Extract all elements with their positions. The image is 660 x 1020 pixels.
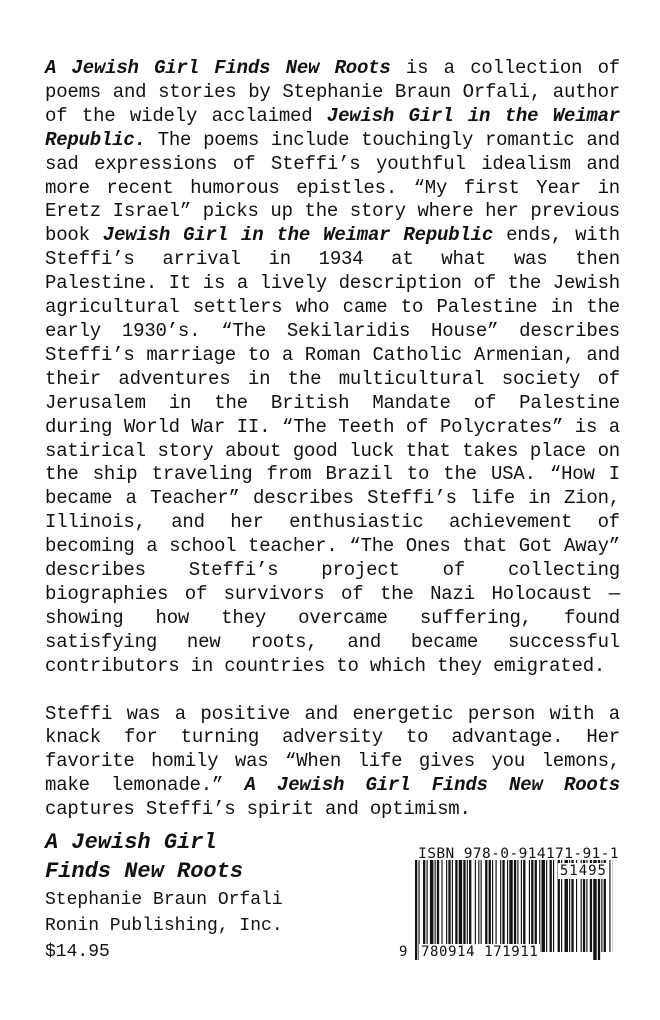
barcode-bar: [469, 860, 471, 952]
barcode-bar: [463, 860, 465, 952]
barcode-bar: [478, 860, 479, 952]
barcode-bar: [523, 860, 525, 952]
barcode-bar: [509, 860, 512, 952]
barcode-bar: [507, 860, 508, 952]
barcode-bar: [415, 860, 417, 960]
body-text: is a collection of poems and stories by Stephanie Braun Orfali, author of the widely acclaimed: [45, 57, 620, 127]
book-info: [45, 828, 365, 964]
emphasis-text: Jewish Girl in the Weimar Republic.: [45, 104, 620, 151]
emphasis-text: A Jewish Girl Finds New Roots: [45, 57, 391, 79]
blurb-paragraph-1: [45, 57, 620, 679]
barcode-lead-digit: 9: [399, 944, 409, 960]
emphasis-text: A Jewish Girl Finds New Roots: [244, 774, 621, 797]
barcode-bar: [467, 860, 468, 952]
price: $14.95: [45, 942, 110, 962]
barcode-bar: [521, 860, 522, 952]
barcode-bar: [430, 860, 433, 952]
emphasis-text: Jewish Girl in the Weimar Republic: [102, 224, 494, 247]
barcode-bar: [535, 860, 537, 952]
barcode-bar: [546, 860, 547, 952]
barcode-bar: [435, 860, 436, 952]
body-text: ends, with Steffi’s arrival in 1934 at what was then Palestine. It is a lively description of the Jewish agricultural settlers who came to Palestine in the early 1930’s. “The Sekilaridis House” describes Steffi’s marriage to a Roman Catholic Armenian, and their adventures in the multicultural society of Jerusalem in the British Mandate of Palestine during World War II. “The Teeth of Polycrates” is a satirical story about good luck that takes place on the ship traveling from Brazil to the USA. “How I became a Teacher” describes Steffi’s life in Zion, Illinois, and her enthusiastic achievement of becoming a school teacher. “The Ones that Got Away” describes Steffi’s project of collecting biographies of survivors of the Nazi Holocaust — showing how they overcame suffering, found satisfying new roots, and became successful contributors in countries to which they emigrated.: [45, 224, 620, 677]
barcode-bar: [514, 860, 516, 952]
barcode-bar: [496, 860, 497, 952]
barcode-bar: [502, 860, 504, 952]
barcode-bar: [500, 860, 501, 952]
barcode-bar: [609, 860, 610, 952]
barcode-bar: [550, 860, 552, 952]
body-text: Steffi was a positive and energetic person with a knack for turning adversity to advantage. Her favorite homily was “When life gives you lemons, make lemonade.”: [45, 702, 620, 797]
barcode-bar: [492, 860, 493, 952]
isbn-label: ISBN 978-0-914171-91-1: [418, 846, 619, 862]
price-addon-digits: 51495: [559, 863, 607, 879]
barcode: [399, 846, 619, 964]
barcode-bar: [481, 860, 482, 952]
barcode-bar: [452, 860, 453, 952]
barcode-bar: [455, 860, 457, 952]
barcode-bar: [459, 860, 462, 952]
barcode-bar: [423, 860, 425, 952]
book-title-line-2: Finds New Roots: [45, 859, 244, 884]
book-title-line-1: A Jewish Girl: [45, 830, 217, 855]
body-text: The poems include touchingly romantic and sad expressions of Steffi’s youthful idealism and more recent humorous epistles. “My first Year in Eretz Israel” picks up the story where her previous book: [45, 128, 620, 247]
publisher-name: Ronin Publishing, Inc.: [45, 916, 283, 936]
author-name: Stephanie Braun Orfali: [45, 890, 283, 910]
barcode-bar: [441, 860, 442, 952]
blurb-paragraph-2: [45, 703, 620, 823]
barcode-bar: [539, 860, 540, 952]
barcode-bar: [517, 860, 518, 952]
barcode-bar: [485, 860, 487, 952]
barcode-bar: [437, 860, 439, 952]
barcode-bar: [427, 860, 428, 952]
barcode-bar: [553, 860, 554, 952]
barcode-number: 780914 171911: [421, 944, 539, 960]
barcode-bar: [448, 860, 450, 952]
barcode-bar: [489, 860, 491, 952]
blurb: [45, 57, 620, 822]
barcode-bar: [446, 860, 447, 952]
barcode-bar: [542, 860, 545, 952]
barcode-bar: [529, 860, 530, 952]
barcode-bar: [531, 860, 533, 952]
barcode-bar: [475, 860, 476, 952]
body-text: captures Steffi’s spirit and optimism.: [45, 798, 471, 821]
